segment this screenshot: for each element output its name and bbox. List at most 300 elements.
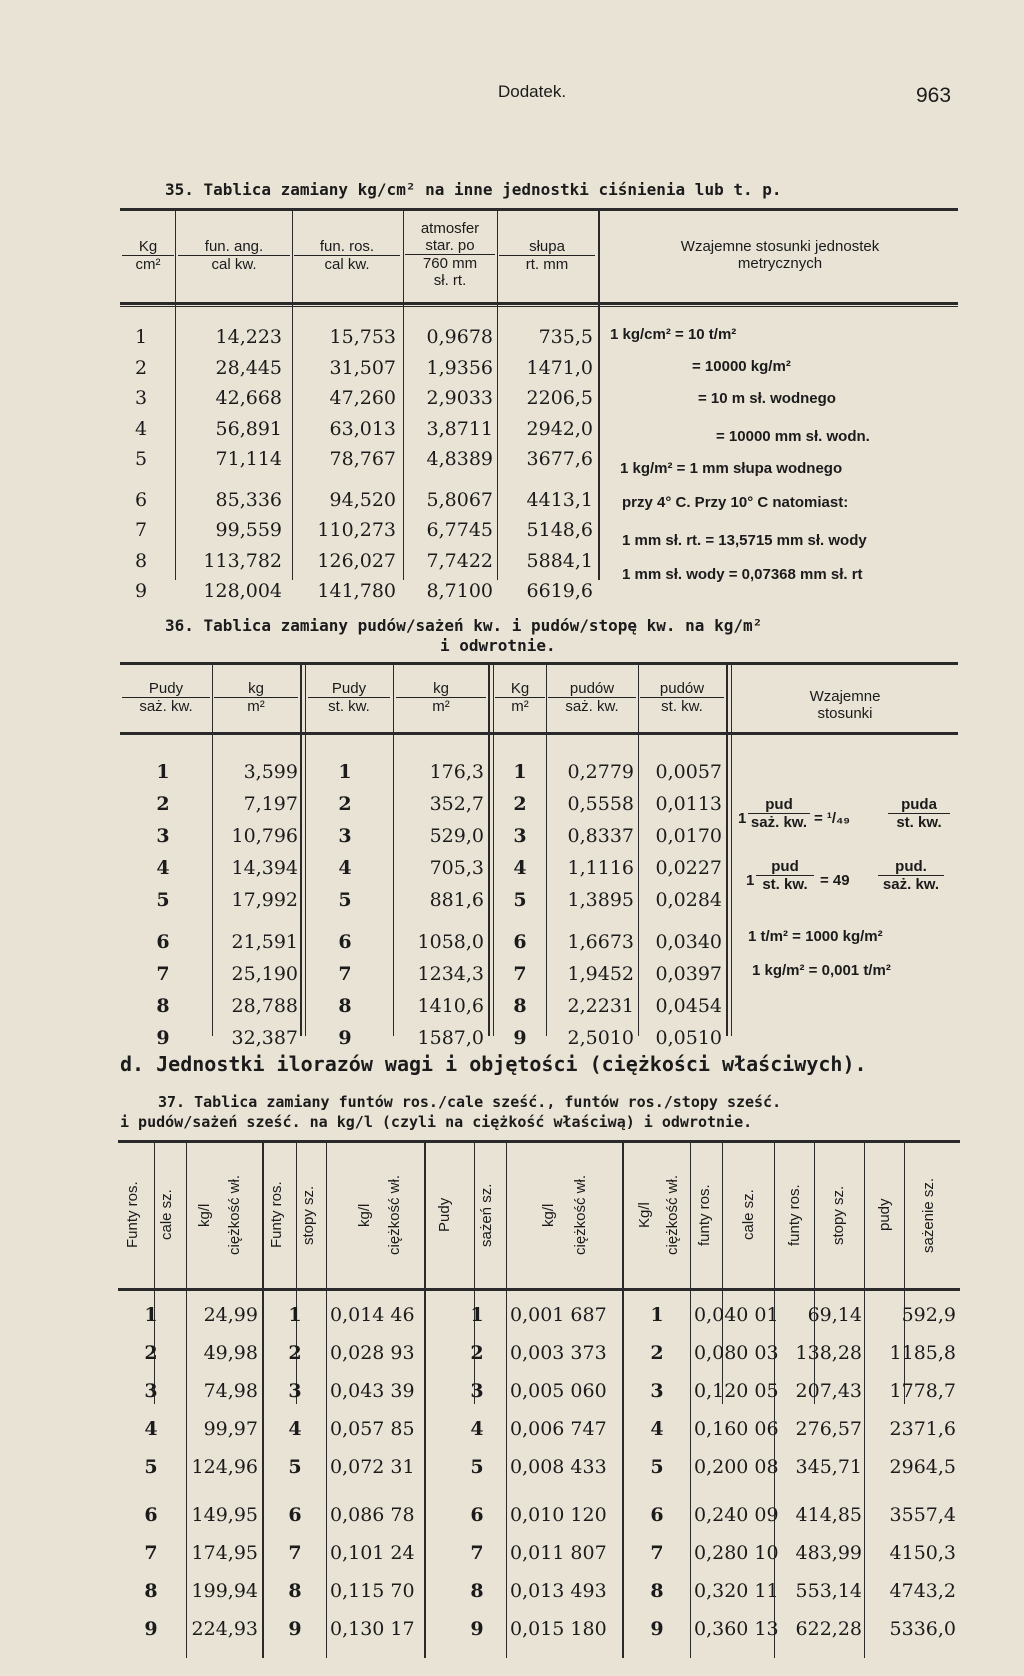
table-cell: 0,072 31 [330,1456,415,1478]
table-35-top-rule [120,208,958,211]
table-35-title: 35. Tablica zamiany kg/cm² na inne jednostki ciśnienia lub t. p. [165,180,782,199]
table-cell: 42,668 [215,387,282,409]
table-35-vline [598,210,600,580]
table-cell: 345,71 [795,1456,862,1478]
table-cell: 85,336 [215,488,282,511]
table-cell: 4 [650,1418,664,1440]
table-cell: 9 [513,1027,527,1049]
table-cell: 2,9033 [426,387,493,409]
t37-header-funty-stopy-2-den: stopy sz. [830,1185,847,1245]
table-cell: 0,005 060 [510,1380,607,1402]
t37-col-funty-stopy [280,1296,310,1648]
table-cell: 0,043 39 [330,1380,415,1402]
table-cell: 128,004 [203,580,282,602]
table-cell: 15,753 [329,326,396,348]
t36-col-kg-1 [214,756,298,1054]
t37-header-funty-stopy: Funty ros. [268,1181,285,1249]
table-cell: 99,97 [203,1418,258,1440]
table-cell: 0,003 373 [510,1342,607,1364]
table-cell: 8 [338,995,352,1017]
table-cell: 8 [144,1580,158,1602]
t35-relation: 1 kg/m² = 1 mm słupa wodnego [620,460,843,477]
table-cell: 7 [470,1542,484,1564]
table-cell: 7 [513,963,527,985]
table-cell: 0,086 78 [330,1504,415,1526]
table-cell: 4 [288,1418,302,1440]
t36-col-pudow-saz [548,756,634,1054]
table-37-title: 37. Tablica zamiany funtów ros./cale sześć., funtów ros./stopy sześć. [158,1093,782,1111]
table-36-title: 36. Tablica zamiany pudów/sażeń kw. i pudów/stopę kw. na kg/m² [165,616,763,635]
table-36-vline [212,664,213,1036]
table-cell: 47,260 [329,387,396,409]
table-cell: 56,891 [215,417,282,440]
t36-relation-sazen-stopa: 1 pud saż. kw. = ¹/₄₉ puda st. kw. [738,796,958,852]
page-number: 963 [916,84,952,107]
t37-header-kgl-3: kg/l [540,1203,557,1227]
table-cell: 4 [134,417,148,440]
table-cell: 7 [650,1542,664,1564]
table-cell: 553,14 [795,1580,862,1602]
table-cell: 1185,8 [889,1342,956,1364]
table-cell: 5 [513,889,527,911]
table-cell: 0,0057 [655,761,722,783]
table-cell: 0,0227 [655,857,722,879]
table-cell: 7 [144,1542,158,1564]
table-36-vline [638,664,639,1036]
t36-header-kg-2: kg m² [396,680,486,715]
table-cell: 276,57 [795,1418,862,1440]
t36-header-pudow-st: pudów st. kw. [640,680,724,715]
t37-header-kgl-2: kg/l [356,1203,373,1227]
table-cell: 3 [338,825,352,847]
t35-header-fun-ros: fun. ros. cal kw. [294,238,400,273]
table-36-header-rule [120,732,958,735]
table-cell: 0,014 46 [330,1304,415,1326]
table-cell: 592,9 [901,1304,956,1326]
table-35-vline [292,210,293,580]
table-cell: 0,5558 [567,793,634,815]
t36-relation-stopa-sazen: 1 pud st. kw. = 49 pud. saż. kw. [746,858,958,914]
table-cell: 63,013 [329,417,396,440]
table-cell: 94,520 [329,488,396,511]
table-cell: 3 [470,1380,484,1402]
table-cell: 3 [156,825,170,847]
t37-header-funty-cale-2: funty ros. [696,1184,713,1246]
table-cell: 0,001 687 [510,1304,607,1326]
table-cell: 0,9678 [426,326,493,348]
table-cell: 141,780 [317,580,396,602]
table-cell: 4743,2 [889,1580,956,1602]
table-35-vline [403,210,404,580]
table-cell: 21,591 [231,931,298,953]
t36-col-kg-3 [505,756,535,1054]
table-cell: 8 [134,549,148,572]
table-cell: 0,101 24 [330,1542,415,1564]
table-37-vline [690,1142,691,1658]
table-cell: 138,28 [795,1342,862,1364]
t35-col-fun-ang [178,322,282,607]
t37-col-pudy-2 [866,1296,956,1648]
table-cell: 0,0510 [655,1027,722,1049]
table-cell: 0,360 13 [694,1618,779,1640]
t37-header-kgl-4-den: ciężkość wł. [664,1174,681,1256]
t35-relation: = 10000 kg/m² [692,358,791,375]
t36-header-pudy-saz: Pudy saż. kw. [122,680,210,715]
table-cell: 7,7422 [426,549,493,572]
table-cell: 126,027 [317,549,396,572]
table-cell: 28,445 [215,356,282,379]
t35-header-fun-ang: fun. ang. cal kw. [178,238,290,273]
table-cell: 5 [134,448,148,470]
table-cell: 8 [470,1580,484,1602]
table-cell: 2,5010 [567,1027,634,1049]
table-cell: 1471,0 [526,356,593,379]
table-cell: 2206,5 [526,387,593,409]
table-36-top-rule [120,662,958,665]
table-cell: 0,0170 [655,825,722,847]
t37-header-pudy-sazen: Pudy [436,1197,453,1233]
t37-col-kgl-1 [188,1296,258,1648]
table-cell: 6 [513,931,527,953]
table-cell: 483,99 [795,1542,862,1564]
table-cell: 1 [470,1304,484,1326]
table-cell: 124,96 [191,1456,258,1478]
table-cell: 1 [650,1304,664,1326]
t35-header-atmosfer: atmosfer star. po 760 mm sł. rt. [405,220,495,289]
table-cell: 4 [144,1418,158,1440]
table-cell: 2 [156,793,170,815]
table-cell: 9 [134,580,148,602]
t36-relation: 1 kg/m² = 0,001 t/m² [752,962,891,979]
table-cell: 74,98 [203,1380,258,1402]
table-cell: 9 [338,1027,352,1049]
t35-header-kg: Kg cm² [122,238,174,273]
table-cell: 622,28 [795,1618,862,1640]
t35-relation: 1 mm sł. wody = 0,07368 mm sł. rt [622,566,863,583]
table-cell: 24,99 [203,1304,258,1326]
t37-header-kgl-3-den: ciężkość wł. [572,1174,589,1256]
table-cell: 1,9356 [426,356,493,379]
table-cell: 7 [134,519,148,541]
table-cell: 4,8389 [426,448,493,470]
table-cell: 6 [470,1504,484,1526]
t35-header-slupa: słupa rt. mm [499,238,595,273]
table-cell: 0,080 03 [694,1342,779,1364]
t37-header-funty-stopy-den: stopy sz. [300,1185,317,1245]
t36-header-pudy-st: Pudy st. kw. [308,680,390,715]
table-cell: 0,015 180 [510,1618,607,1640]
t37-header-funty-cale: Funty ros. [124,1181,141,1249]
t37-header-kgl-1: kg/l [196,1203,213,1227]
t35-header-relations: Wzajemne stosunki jednostek metrycznych [680,238,880,272]
t37-header-pudy-2: pudy [876,1198,893,1232]
t37-col-funty-cale-2 [694,1296,779,1648]
table-cell: 2,2231 [567,995,634,1017]
table-cell: 25,190 [231,963,298,985]
table-cell: 1 [513,761,527,783]
t35-relation: 1 kg/cm² = 10 t/m² [610,326,737,343]
table-cell: 0,008 433 [510,1456,607,1478]
table-cell: 49,98 [203,1342,258,1364]
table-cell: 414,85 [795,1504,862,1526]
table-37-vline [424,1142,426,1658]
table-36-vline [493,664,494,1036]
table-cell: 0,2779 [567,761,634,783]
t37-col-kgl-4 [642,1296,672,1648]
table-cell: 17,992 [231,889,298,911]
table-cell: 6,7745 [426,519,493,541]
table-cell: 0,280 10 [694,1542,779,1564]
t37-header-kgl-1-den: ciężkość wł. [226,1174,243,1256]
t35-relation: 1 mm sł. rt. = 13,5715 mm sł. wody [622,532,867,549]
table-cell: 199,94 [191,1580,258,1602]
table-cell: 352,7 [429,793,484,815]
table-cell: 1 [288,1304,302,1326]
table-cell: 1,9452 [567,963,634,985]
t35-col-slupa [499,322,593,607]
table-cell: 4413,1 [526,488,593,511]
t36-header-kg-3: Kg m² [495,680,545,715]
table-cell: 5148,6 [526,519,593,541]
t37-header-kgl-2-den: ciężkość wł. [386,1174,403,1256]
table-cell: 9 [288,1618,302,1640]
t35-relation: przy 4° C. Przy 10° C natomiast: [622,494,849,511]
table-cell: 3 [288,1380,302,1402]
table-cell: 1,1116 [567,857,634,879]
table-cell: 0,006 747 [510,1418,607,1440]
table-cell: 174,95 [191,1542,258,1564]
table-cell: 149,95 [191,1504,258,1526]
table-cell: 1058,0 [417,931,484,953]
table-cell: 176,3 [429,761,484,783]
table-cell: 1587,0 [417,1027,484,1049]
table-cell: 110,273 [317,519,396,541]
table-cell: 6 [650,1504,664,1526]
t37-col-kgl-2 [330,1296,422,1648]
table-cell: 28,788 [231,995,298,1017]
t37-header-funty-cale-den: cale sz. [158,1189,175,1241]
table-cell: 2 [338,793,352,815]
t36-col-pudy-saz [148,756,178,1054]
table-cell: 4 [470,1418,484,1440]
table-cell: 0,200 08 [694,1456,779,1478]
table-cell: 0,028 93 [330,1342,415,1364]
table-cell: 7 [338,963,352,985]
table-cell: 3 [134,387,148,409]
table-cell: 3557,4 [889,1504,956,1526]
table-cell: 1 [156,761,170,783]
t36-col-kg-2 [396,756,484,1054]
table-cell: 1410,6 [417,995,484,1017]
table-cell: 4 [338,857,352,879]
table-cell: 0,010 120 [510,1504,607,1526]
table-cell: 0,0284 [655,889,722,911]
t37-col-funty-stopy-2 [776,1296,862,1648]
table-cell: 2 [288,1342,302,1364]
table-cell: 0,0113 [655,793,722,815]
table-cell: 0,0397 [655,963,722,985]
t37-header-kgl-4: Kg/l [636,1202,653,1228]
table-cell: 69,14 [807,1304,862,1326]
table-cell: 14,223 [215,326,282,348]
table-cell: 881,6 [429,889,484,911]
t35-relation: = 10 m sł. wodnego [698,390,836,407]
table-cell: 5 [156,889,170,911]
table-cell: 2371,6 [889,1418,956,1440]
table-cell: 0,057 85 [330,1418,415,1440]
table-cell: 4 [513,857,527,879]
table-37-vline [262,1142,264,1658]
table-cell: 0,0340 [655,931,722,953]
t37-header-funty-cale-2-den: cale sz. [740,1189,757,1241]
t36-relation: 1 t/m² = 1000 kg/m² [748,928,883,945]
table-cell: 5 [144,1456,158,1478]
table-cell: 6 [144,1504,158,1526]
table-37-vline [326,1142,327,1658]
table-cell: 8 [650,1580,664,1602]
table-cell: 0,013 493 [510,1580,607,1602]
table-37-vline [864,1142,865,1658]
table-cell: 3 [650,1380,664,1402]
table-35-vline [175,210,176,580]
table-36-vline [393,664,394,1036]
table-cell: 113,782 [203,549,282,572]
table-cell: 0,0454 [655,995,722,1017]
table-cell: 6 [288,1504,302,1526]
table-cell: 3 [144,1380,158,1402]
table-cell: 5,8067 [426,488,493,511]
table-cell: 5 [650,1456,664,1478]
table-cell: 10,796 [231,825,298,847]
table-cell: 9 [144,1618,158,1640]
t35-col-atmosfer [405,322,493,607]
table-cell: 0,240 09 [694,1504,779,1526]
table-36-vline [488,664,490,1036]
table-37-header-rule [118,1288,960,1291]
table-cell: 6 [338,931,352,953]
table-35-header-rule [120,302,958,305]
table-cell: 5336,0 [889,1618,956,1640]
table-cell: 9 [156,1027,170,1049]
t35-col-fun-ros [294,322,396,607]
table-cell: 9 [470,1618,484,1640]
table-cell: 0,8337 [567,825,634,847]
table-cell: 0,040 01 [694,1304,779,1326]
table-cell: 14,394 [231,857,298,879]
table-cell: 6619,6 [526,580,593,602]
table-36-vline [731,664,732,1036]
table-cell: 0,160 06 [694,1418,779,1440]
table-cell: 1 [144,1304,158,1326]
table-37-top-rule [118,1140,960,1143]
t37-col-funty-cale [136,1296,166,1648]
table-cell: 2942,0 [526,417,593,440]
table-cell: 0,120 05 [694,1380,779,1402]
table-cell: 4150,3 [889,1542,956,1564]
table-cell: 0,130 17 [330,1618,415,1640]
table-cell: 735,5 [538,326,593,348]
table-cell: 3,599 [243,761,298,783]
table-36-title-line2: i odwrotnie. [440,636,556,655]
table-cell: 7 [288,1542,302,1564]
table-37-vline [186,1142,187,1658]
t36-col-pudow-st [640,756,722,1054]
table-cell: 1778,7 [889,1380,956,1402]
table-cell: 8 [288,1580,302,1602]
t36-header-kg-1: kg m² [214,680,298,715]
section-d-heading: d. Jednostki ilorazów wagi i objętości (ciężkości właściwych). [120,1052,867,1076]
table-cell: 7 [156,963,170,985]
table-cell: 1,3895 [567,889,634,911]
t37-header-pudy-sazen-den: sażeń sz. [478,1183,495,1247]
table-cell: 2 [470,1342,484,1364]
table-cell: 5 [338,889,352,911]
table-cell: 0,320 11 [694,1580,779,1602]
table-cell: 6 [156,931,170,953]
table-cell: 1 [134,326,148,348]
table-cell: 529,0 [429,825,484,847]
table-cell: 5884,1 [526,549,593,572]
table-cell: 207,43 [795,1380,862,1402]
table-cell: 2 [513,793,527,815]
table-cell: 3 [513,825,527,847]
table-cell: 2 [650,1342,664,1364]
table-37-title-line2: i pudów/sażeń sześć. na kg/l (czyli na ciężkość właściwą) i odwrotnie. [120,1113,753,1131]
t37-col-kgl-3 [510,1296,620,1648]
table-35-vline [497,210,498,580]
table-cell: 1 [338,761,352,783]
running-header: Dodatek. [498,82,567,101]
table-cell: 2964,5 [889,1456,956,1478]
table-cell: 2 [144,1342,158,1364]
table-cell: 3677,6 [526,448,593,470]
t35-col-kg [126,322,156,607]
table-cell: 9 [650,1618,664,1640]
table-cell: 8 [513,995,527,1017]
table-cell: 0,115 70 [330,1580,415,1602]
table-cell: 224,93 [191,1618,258,1640]
table-cell: 31,507 [329,356,396,379]
t36-header-pudow-saz: pudów saż. kw. [548,680,636,715]
table-cell: 7,197 [243,793,298,815]
table-cell: 5 [288,1456,302,1478]
table-cell: 705,3 [429,857,484,879]
table-36-vline [305,664,306,1036]
table-cell: 0,011 807 [510,1542,607,1564]
t37-header-funty-stopy-2: funty ros. [786,1184,803,1246]
table-cell: 1,6673 [567,931,634,953]
table-cell: 8 [156,995,170,1017]
table-cell: 4 [156,857,170,879]
table-cell: 8,7100 [426,580,493,602]
table-cell: 5 [470,1456,484,1478]
table-cell: 6 [134,488,148,511]
table-cell: 99,559 [215,519,282,541]
table-cell: 32,387 [231,1027,298,1049]
table-35-header-rule-2 [120,306,958,307]
table-cell: 1234,3 [417,963,484,985]
table-36-vline [300,664,302,1036]
table-36-vline [726,664,728,1036]
table-37-vline [506,1142,507,1658]
table-cell: 78,767 [329,448,396,470]
table-37-vline [622,1142,624,1658]
table-cell: 2 [134,356,148,379]
table-36-vline [546,664,547,1036]
t37-header-pudy-2-den: sażenie sz. [920,1177,937,1253]
t36-col-pudy-st [330,756,360,1054]
t36-header-relations: Wzajemne stosunki [809,688,881,722]
